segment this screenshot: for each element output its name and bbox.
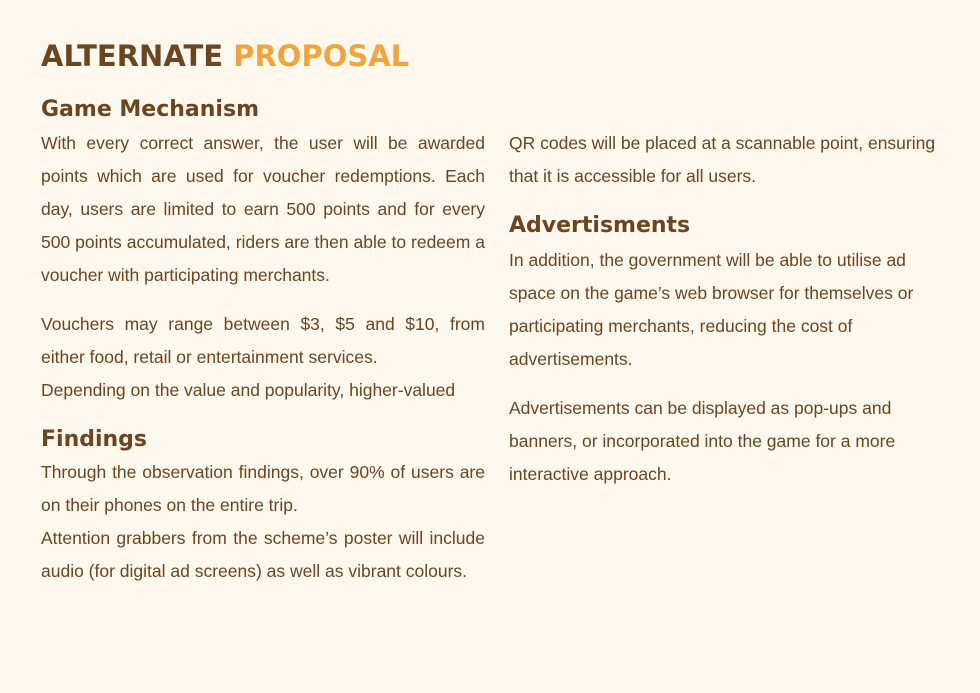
game-mechanism-paragraph-3: Depending on the value and popularity, higher-valued [41, 380, 456, 400]
advertisments-paragraph-2: Advertisements can be displayed as pop-ups and banners, or incorporated into the game for a more interactive approach. [509, 398, 896, 484]
findings-heading: Findings [41, 427, 148, 452]
game-mechanism-paragraph-2: Vouchers may range between $3, $5 and $10, from either food, retail or entertainment services. [41, 314, 485, 367]
game-mechanism-heading: Game Mechanism [41, 97, 259, 122]
game-mechanism-paragraph-1: With every correct answer, the user will be awarded points which are used for voucher redemptions. Each day, users are limited to earn 500 points and for every 500 points accumulated, riders are then able to redeem a voucher with participating merchants. [41, 133, 485, 285]
qr-codes-paragraph: QR codes will be placed at a scannable point, ensuring that it is accessible for all users. [509, 133, 936, 186]
findings-paragraph-2: Attention grabbers from the scheme’s poster will include audio (for digital ad screens) as well as vibrant colours. [41, 528, 485, 581]
advertisments-paragraph-1: In addition, the government will be able to utilise ad space on the game’s web browser for themselves or participating merchants, reducing the cost of advertisements. [509, 250, 914, 369]
title-word-proposal: PROPOSAL [233, 39, 410, 73]
title-word-alternate: ALTERNATE [41, 39, 224, 73]
findings-paragraph-1: Through the observation findings, over 90% of users are on their phones on the entire trip. [41, 462, 485, 515]
page-title [41, 38, 409, 74]
advertisments-heading: Advertisments [509, 213, 691, 238]
